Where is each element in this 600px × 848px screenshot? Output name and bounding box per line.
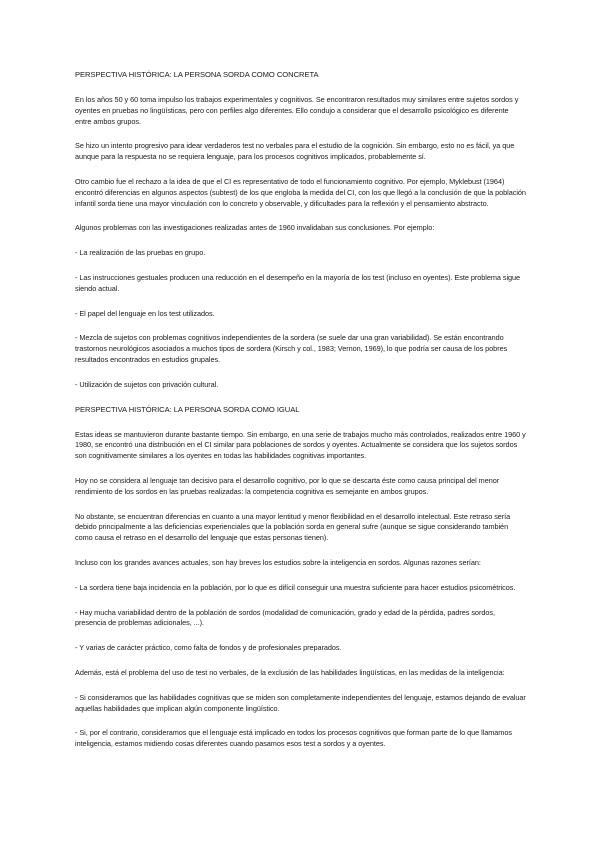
paragraph: Además, está el problema del uso de test no verbales, de la exclusión de las habilidades lingüísticas, en las medidas de la inteligencia: bbox=[75, 667, 505, 677]
list-item: - Y varias de carácter práctico, como falta de fondos y de profesionales preparados. bbox=[75, 643, 342, 653]
paragraph: Incluso con los grandes avances actuales, son hay breves los estudios sobre la inteligencia en sordos. Algunas razones serían: bbox=[75, 557, 481, 567]
list-item: - Hay mucha variabilidad dentro de la población de sordos (modalidad de comunicación, grado y edad de la pérdida, padres sordos, presencia de problemas adicionales, ...). bbox=[75, 607, 495, 628]
section-heading-concreta: PERSPECTIVA HISTÓRICA: LA PERSONA SORDA COMO CONCRETA bbox=[75, 70, 319, 79]
paragraph: Se hizo un intento progresivo para idear verdaderos test no verbales para el estudio de la cognición. Sin embargo, esto no es fácil, ya que aunque para la respuesta no se requiera lenguaje, para los procesos cognitivos implicados, probablemente sí. bbox=[75, 141, 515, 162]
paragraph: Algunos problemas con las investigaciones realizadas antes de 1960 invalidaban sus conclusiones. Por ejemplo: bbox=[75, 223, 435, 233]
paragraph: Estas ideas se mantuvieron durante bastante tiempo. Sin embargo, en una serie de trabajos mucho más controlados, realizados entre 1960 y 1980, se encontró una distribución en el CI similar para poblaciones de sordos y oyentes. Actualmente se considera que los sujetos sordos son cognitivamente similares a los oyentes en todas las habilidades cognitivas importantes. bbox=[75, 429, 526, 461]
paragraph: Hoy no se considera al lenguaje tan decisivo para el desarrollo cognitivo, por lo que se descarta éste como causa principal del menor rendimiento de los sordos en las pruebas realizadas: la competencia cognitiva es semejante en ambos grupos. bbox=[75, 475, 500, 496]
paragraph: No obstante, se encuentran diferencias en cuanto a una mayor lentitud y menor flexibilidad en el desarrollo intelectual. Este retraso sería debido principalmente a las deficiencias experienciales que la población sorda en general sufre (aunque se sigue considerando también como causa el retraso en el desarrollo del lenguaje que estas personas tienen). bbox=[75, 511, 511, 543]
list-item: - Las instrucciones gestuales producen una reducción en el desempeño en la mayoría de los test (incluso en oyentes). Este problema sigue siendo actual. bbox=[75, 272, 521, 293]
list-item: - El papel del lenguaje en los test utilizados. bbox=[75, 308, 215, 318]
list-item: - La realización de las pruebas en grupo. bbox=[75, 248, 206, 258]
list-item: - Utilización de sujetos con privación cultural. bbox=[75, 379, 219, 389]
paragraph: En los años 50 y 60 toma impulso los trabajos experimentales y cognitivos. Se encontraron resultados muy similares entre sujetos sordos y oyentes en pruebas no lingüísticas, pero con perfiles algo diferentes. Ello condujo a considerar que el desarrollo psicológico es diferente entre ambos grupos. bbox=[75, 95, 519, 126]
paragraph: Otro cambio fue el rechazo a la idea de que el CI es representativo de todo el funcionamiento cognitivo. Por ejemplo, Myklebust (1964) encontró diferencias en algunos aspectos (subtest) de los que engloba la medida del CI, con los que llegó a la conclusión de que la población infantil sorda tiene una mayor vinculación con lo concreto y observable, y dificultades para la reflexión y el pensamiento abstracto. bbox=[75, 176, 526, 208]
list-item: - Si consideramos que las habilidades cognitivas que se miden son completamente independientes del lenguaje, estamos dejando de evaluar aquellas habilidades que implican algún componente lingüístico. bbox=[75, 692, 526, 713]
list-item: - Si, por el contrario, consideramos que el lenguaje está implicado en todos los procesos cognitivos que forman parte de lo que llamamos inteligencia, estamos midiendo cosas diferentes cuando pasamos esos test a sordos y a oyentes. bbox=[75, 728, 512, 749]
section-heading-igual: PERSPECTIVA HISTÓRICA: LA PERSONA SORDA COMO IGUAL bbox=[75, 404, 300, 414]
list-item: - Mezcla de sujetos con problemas cognitivos independientes de la sordera (se suele dar una gran variabilidad). Se están encontrando trastornos neurológicos asociados a muchos tipos de sordera (Kirsch y col., 1983; Vernon, 1969), lo que podría ser causa de los pobres resultados encontrados en estudios grupales. bbox=[75, 333, 508, 364]
list-item: - La sordera tiene baja incidencia en la población, por lo que es difícil conseguir una muestra suficiente para hacer estudios psicométricos. bbox=[75, 582, 516, 592]
